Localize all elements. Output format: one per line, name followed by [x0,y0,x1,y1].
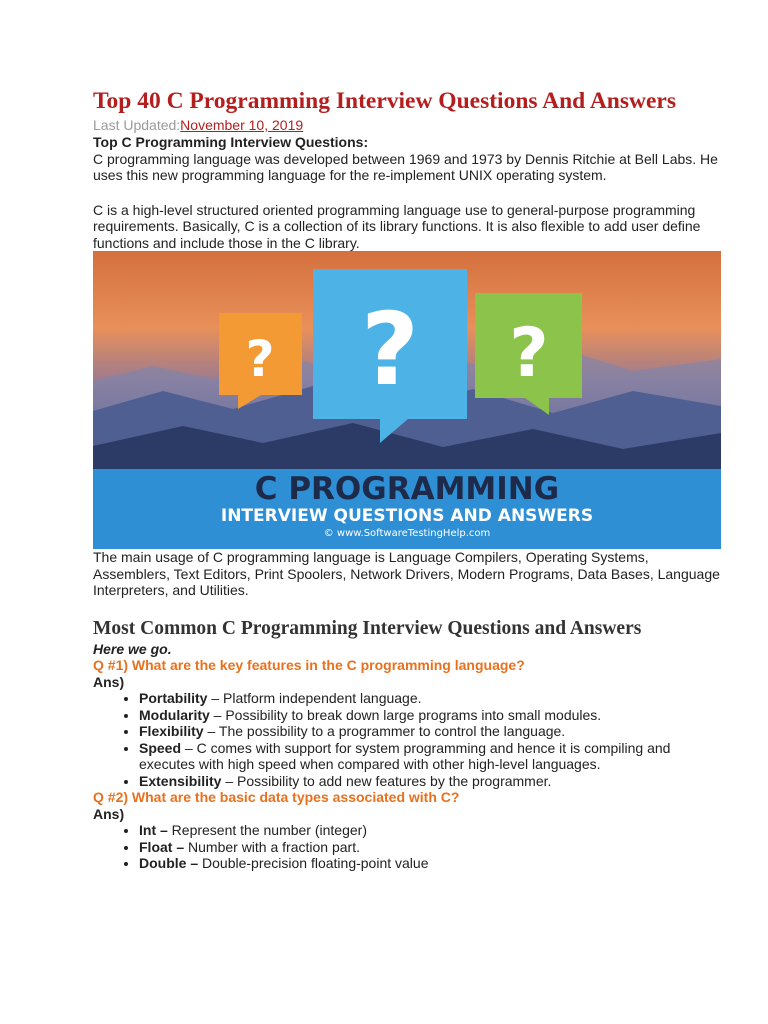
intro-heading: Top C Programming Interview Questions: [93,134,369,150]
question-1: Q #1) What are the key features in the C programming language? [93,657,525,673]
question-2: Q #2) What are the basic data types associated with C? [93,789,460,805]
orange-bubble-icon [219,313,302,409]
answer-1-label: Ans) [93,673,125,690]
usage-paragraph: The main usage of C programming language is Language Compilers, Operating Systems, Assemblers, Text Editors, Print Spoolers, Network Drivers, Modern Programs, Data Bases, Language Interpreters, and Utilities. [93,549,720,598]
here-we-go: Here we go. [93,640,172,657]
list-item: • Portability – Platform independent language. [139,690,723,707]
list-item: • Flexibility – The possibility to a programmer to control the language. [139,723,723,740]
blue-bubble-icon [313,269,467,443]
svg-text:?: ? [509,314,549,393]
hero-headline: C PROGRAMMING [254,471,560,507]
list-item: • Speed – C comes with support for system programming and hence it is compiling and executes with high speed when compared with other high-level languages. [139,740,723,773]
answer-1-list [93,690,723,789]
answer-2-label: Ans) [93,805,125,822]
svg-text:?: ? [360,291,420,408]
article [93,88,723,872]
section-title: Most Common C Programming Interview Questions and Answers [93,617,642,639]
green-bubble-icon [475,293,582,415]
list-item: • Extensibility – Possibility to add new features by the programmer. [139,773,723,790]
hero-subheadline: INTERVIEW QUESTIONS AND ANSWERS [220,506,594,526]
list-item: • Float – Number with a fraction part. [139,839,723,856]
last-updated-label: Last Updated: [93,117,181,133]
answer-2-list [93,822,723,872]
last-updated [93,117,723,134]
list-item: • Modularity – Possibility to break down large programs into small modules. [139,707,723,724]
hero-credit: © www.SoftwareTestingHelp.com [323,528,491,539]
svg-text:?: ? [245,330,275,388]
article-title: Top 40 C Programming Interview Questions And Answers [93,88,676,114]
intro-paragraph-2: C is a high-level structured oriented programming language use to general-purpose programming requirements. Basically, C is a collection of its library functions. It is also flexible to add user define functions and include those in the C library. [93,201,701,251]
last-updated-date-link[interactable]: November 10, 2019 [180,117,304,133]
list-item: • Int – Represent the number (integer) [139,822,723,839]
list-item: • Double – Double-precision floating-point value [139,855,723,872]
hero-image [93,251,721,549]
intro-paragraph-1: C programming language was developed between 1969 and 1973 by Dennis Ritchie at Bell Labs. He uses this new programming language for the re-implement UNIX operating system. [93,150,718,183]
